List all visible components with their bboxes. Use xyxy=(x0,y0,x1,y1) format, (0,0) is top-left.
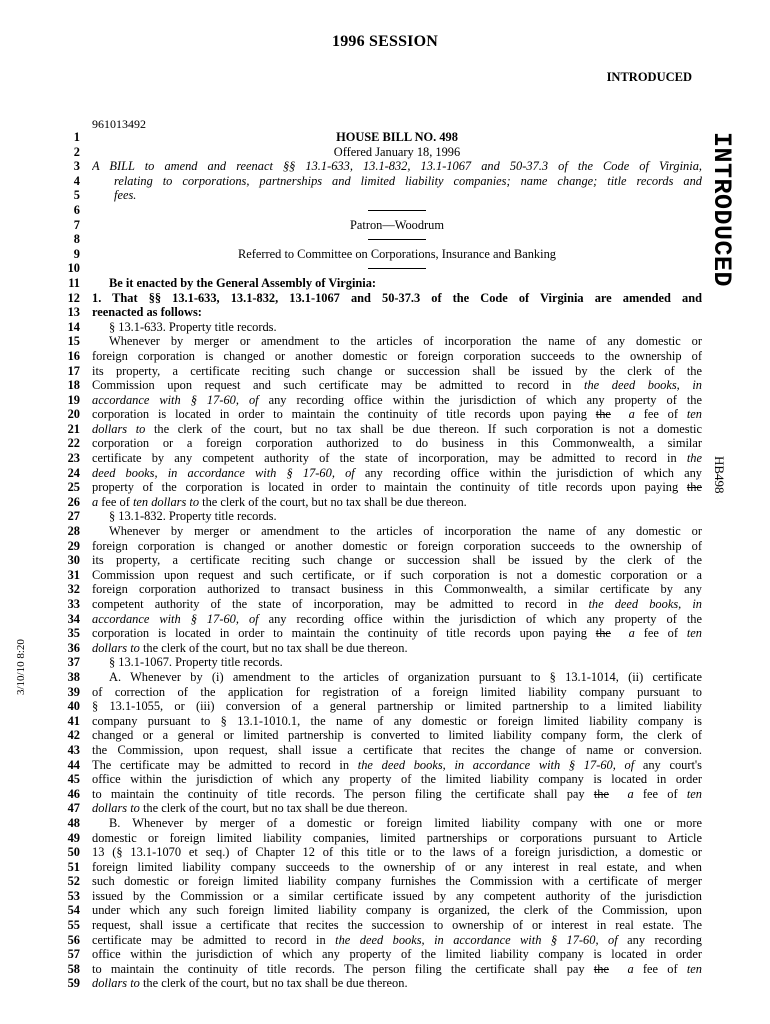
bill-line xyxy=(58,349,702,364)
line-text: corporation is located in order to maintain the continuity of title records upon paying the a fee of ten xyxy=(92,626,702,641)
line-number: 50 xyxy=(67,845,80,860)
separator-rule xyxy=(368,210,426,211)
bill-line xyxy=(58,553,702,568)
line-number: 31 xyxy=(67,567,80,582)
line-number: 8 xyxy=(73,232,80,247)
line-text: accordance with § 17-60, of any recording office within the jurisdiction of which any property of the xyxy=(92,611,702,626)
bill-line xyxy=(58,378,702,393)
bill-text-body xyxy=(58,130,702,991)
bill-line xyxy=(58,247,702,262)
bill-line xyxy=(58,466,702,481)
line-text: foreign corporation is changed or another domestic or foreign corporation succeeds to the ownership of xyxy=(92,538,702,553)
line-text: § 13.1-832. Property title records. xyxy=(109,509,277,524)
line-text: dollars to the clerk of the court, but no tax shall be due thereon. If such corporation is not a domestic xyxy=(92,421,702,436)
line-text: Patron—Woodrum xyxy=(350,217,444,232)
bill-line xyxy=(58,801,702,816)
line-number: 15 xyxy=(67,334,80,349)
line-text: foreign limited liability company succeeds to the ownership of or any interest in real estate, and when xyxy=(92,859,702,874)
line-text: Offered January 18, 1996 xyxy=(333,144,461,159)
bill-line xyxy=(58,758,702,773)
line-text: property of the corporation is located in order to maintain the continuity of title records upon paying the xyxy=(92,480,702,495)
line-text: certificate by any competent authority of the state of incorporation, may be admitted to record in the xyxy=(92,451,702,466)
line-number: 1 xyxy=(73,130,80,144)
line-number: 58 xyxy=(67,961,80,976)
bill-line xyxy=(58,276,702,291)
line-number: 18 xyxy=(67,378,80,393)
line-text: Whenever by merger or amendment to the articles of incorporation the name of any domestic or xyxy=(109,524,702,539)
line-number: 28 xyxy=(67,524,80,539)
line-number: 49 xyxy=(67,830,80,845)
bill-line xyxy=(58,261,702,276)
line-number: 43 xyxy=(67,742,80,757)
line-number: 12 xyxy=(67,290,80,305)
line-number: 33 xyxy=(67,597,80,611)
bill-line xyxy=(58,218,702,233)
line-text: such domestic or foreign limited liability company furnishes the Commission with a certificate of merger xyxy=(92,874,702,889)
bill-line xyxy=(58,918,702,933)
line-number: 17 xyxy=(67,363,80,378)
bill-line xyxy=(58,451,702,466)
line-text: § 13.1-633. Property title records. xyxy=(109,319,277,334)
bill-line xyxy=(58,641,702,656)
session-heading: 1996 SESSION xyxy=(332,33,438,50)
line-text: dollars to the clerk of the court, but no tax shall be due thereon. xyxy=(92,976,408,991)
bill-line xyxy=(58,685,702,700)
line-text: domestic or foreign limited liability companies, limited partnerships or corporations pursuant to Article xyxy=(92,830,702,845)
line-text: Commission upon request and such certificate, or if such corporation is not a domestic corporation or a xyxy=(92,567,702,582)
bill-line xyxy=(58,364,702,379)
bill-line xyxy=(58,962,702,977)
bill-identifier: 961013492 xyxy=(92,117,146,131)
line-number: 29 xyxy=(67,538,80,553)
line-number: 10 xyxy=(67,261,80,276)
line-text: fees. xyxy=(114,188,137,203)
bill-line xyxy=(58,393,702,408)
line-text: corporation or a foreign corporation authorized to do business in this Commonwealth, a similar xyxy=(92,436,702,451)
line-text: § 13.1-1055, or (iii) conversion of a general partnership or limited partnership to a limited liability xyxy=(92,699,702,714)
line-text: Commission upon request and such certificate may be admitted to record in the deed books, in xyxy=(92,378,702,393)
line-text: issued by the Commission or a similar certificate issued by any competent authority of the jurisdiction xyxy=(92,888,702,903)
bill-line xyxy=(58,626,702,641)
line-number: 40 xyxy=(67,699,80,714)
line-text: dollars to the clerk of the court, but no tax shall be due thereon. xyxy=(92,640,408,655)
line-text: request, shall issue a certificate that recites the succession to ownership of or interest in real estate. The xyxy=(92,918,702,933)
line-number: 52 xyxy=(67,874,80,889)
line-number: 4 xyxy=(73,173,80,188)
line-number: 48 xyxy=(67,815,80,830)
line-number: 36 xyxy=(67,640,80,655)
bill-line xyxy=(58,509,702,524)
line-text: to maintain the continuity of title records. The person filing the certificate shall pay the a fee of ten xyxy=(92,786,702,801)
bill-line xyxy=(58,291,702,306)
line-text: dollars to the clerk of the court, but no tax shall be due thereon. xyxy=(92,801,408,816)
line-number: 16 xyxy=(67,348,80,363)
line-number: 13 xyxy=(67,305,80,320)
line-text: office within the jurisdiction of which any property of the limited liability company is located in order xyxy=(92,947,702,962)
line-text: A BILL to amend and reenact §§ 13.1-633, 13.1-832, 13.1-1067 and 50-37.3 of the Code of Virginia, xyxy=(92,159,702,174)
line-text: Referred to Committee on Corporations, Insurance and Banking xyxy=(238,246,556,261)
line-text: 1. That §§ 13.1-633, 13.1-832, 13.1-1067 and 50-37.3 of the Code of Virginia are amended and xyxy=(92,290,702,305)
bill-line xyxy=(58,670,702,685)
line-text: The certificate may be admitted to record in the deed books, in accordance with § 17-60, of any court's xyxy=(92,757,702,772)
line-number: 44 xyxy=(67,757,80,772)
bill-line xyxy=(58,407,702,422)
line-number: 6 xyxy=(73,202,80,217)
bill-line xyxy=(58,320,702,335)
bill-line xyxy=(58,422,702,437)
bill-line xyxy=(58,845,702,860)
line-number: 2 xyxy=(73,144,80,159)
line-number: 35 xyxy=(67,626,80,641)
bill-line xyxy=(58,495,702,510)
line-number: 27 xyxy=(67,509,80,524)
bill-line xyxy=(58,860,702,875)
bill-line xyxy=(58,539,702,554)
bill-line xyxy=(58,305,702,320)
line-text: relating to corporations, partnerships and limited liability companies; name change; title records and xyxy=(114,173,702,188)
line-text: 13 (§ 13.1-1070 et seq.) of Chapter 12 of this title or to the laws of a foreign jurisdiction, a domestic or xyxy=(92,845,702,860)
bill-line xyxy=(58,203,702,218)
line-text: accordance with § 17-60, of any recording office within the jurisdiction of which any property of the xyxy=(92,392,702,407)
bill-line xyxy=(58,889,702,904)
line-number: 3 xyxy=(73,159,80,174)
line-text: the Commission, upon request, shall issue a certificate that recites the change of name or conversion. xyxy=(92,742,702,757)
line-text: competent authority of the state of incorporation, may be admitted to record in the deed books, in xyxy=(92,597,702,611)
line-number: 53 xyxy=(67,888,80,903)
line-number: 22 xyxy=(67,436,80,451)
bill-line xyxy=(58,174,702,189)
bill-line xyxy=(58,714,702,729)
bill-line xyxy=(58,612,702,627)
print-timestamp: 3/10/10 8:20 xyxy=(15,639,27,695)
line-number: 38 xyxy=(67,669,80,684)
line-text: under which any such foreign limited liability company is organized, the clerk of the Commission, upon xyxy=(92,903,702,918)
line-number: 39 xyxy=(67,684,80,699)
bill-line xyxy=(58,436,702,451)
bill-line xyxy=(58,568,702,583)
line-text xyxy=(92,232,702,247)
line-number: 9 xyxy=(73,246,80,261)
line-number: 47 xyxy=(67,801,80,816)
bill-line xyxy=(58,874,702,889)
bill-line xyxy=(58,188,702,203)
bill-line xyxy=(58,480,702,495)
line-number: 45 xyxy=(67,772,80,787)
bill-line xyxy=(58,699,702,714)
line-text: corporation is located in order to maintain the continuity of title records upon paying the a fee of ten xyxy=(92,407,702,422)
bill-line xyxy=(58,130,702,145)
line-number: 37 xyxy=(67,655,80,670)
line-text: reenacted as follows: xyxy=(92,305,202,320)
line-number: 46 xyxy=(67,786,80,801)
bill-line xyxy=(58,933,702,948)
line-number: 42 xyxy=(67,728,80,743)
line-number: 25 xyxy=(67,480,80,495)
bill-line xyxy=(58,728,702,743)
line-text: foreign corporation authorized to transact business in this Commonwealth, a similar certificate by any xyxy=(92,582,702,597)
line-text: foreign corporation is changed or another domestic or foreign corporation succeeds to the ownership of xyxy=(92,348,702,363)
line-number: 21 xyxy=(67,421,80,436)
status-label: INTRODUCED xyxy=(606,70,692,84)
line-number: 32 xyxy=(67,582,80,597)
line-text: changed or a general or limited partnership is converted to limited liability company form, the clerk of xyxy=(92,728,702,743)
line-text: certificate may be admitted to record in the deed books, in accordance with § 17-60, of any recording xyxy=(92,932,702,947)
bill-line xyxy=(58,743,702,758)
line-number: 5 xyxy=(73,188,80,203)
line-number: 20 xyxy=(67,407,80,422)
line-text: B. Whenever by merger of a domestic or foreign limited liability company with one or more xyxy=(109,815,702,830)
bill-line xyxy=(58,524,702,539)
line-number: 57 xyxy=(67,947,80,962)
introduced-margin-banner: INTRODUCED xyxy=(707,132,736,288)
line-number: 41 xyxy=(67,713,80,728)
bill-line xyxy=(58,976,702,991)
line-number: 54 xyxy=(67,903,80,918)
line-text: A. Whenever by (i) amendment to the articles of organization pursuant to § 13.1-1014, (ii) certificate xyxy=(109,669,702,684)
bill-line xyxy=(58,232,702,247)
bill-line xyxy=(58,903,702,918)
line-text: its property, a certificate reciting such change or succession shall be issued by the clerk of the xyxy=(92,363,702,378)
bill-line xyxy=(58,947,702,962)
line-text: deed books, in accordance with § 17-60, of any recording office within the jurisdiction of which any xyxy=(92,465,702,480)
line-number: 55 xyxy=(67,918,80,933)
line-number: 34 xyxy=(67,611,80,626)
bill-line xyxy=(58,597,702,612)
line-number: 56 xyxy=(67,932,80,947)
line-text xyxy=(92,261,702,276)
line-text: office within the jurisdiction of which any property of the limited liability company is located in order xyxy=(92,772,702,787)
separator-rule xyxy=(368,239,426,240)
line-text xyxy=(92,203,702,218)
line-text: of correction of the application for registration of a foreign limited liability company pursuant to xyxy=(92,684,702,699)
line-text: its property, a certificate reciting such change or succession shall be issued by the clerk of the xyxy=(92,553,702,568)
bill-line xyxy=(58,159,702,174)
bill-line xyxy=(58,655,702,670)
line-number: 26 xyxy=(67,494,80,509)
bill-number-margin: HB498 xyxy=(712,456,727,494)
bill-line xyxy=(58,334,702,349)
bill-line xyxy=(58,772,702,787)
line-number: 7 xyxy=(73,217,80,232)
bill-line xyxy=(58,831,702,846)
line-text: Whenever by merger or amendment to the articles of incorporation the name of any domestic or xyxy=(109,334,702,349)
line-text: a fee of ten dollars to the clerk of the court, but no tax shall be due thereon. xyxy=(92,494,467,509)
line-text: company pursuant to § 13.1-1010.1, the name of any domestic or foreign limited liability company is xyxy=(92,713,702,728)
line-text: HOUSE BILL NO. 498 xyxy=(336,130,458,144)
line-number: 59 xyxy=(67,976,80,991)
line-text: Be it enacted by the General Assembly of Virginia: xyxy=(109,275,377,290)
line-text: § 13.1-1067. Property title records. xyxy=(109,655,283,670)
bill-line xyxy=(58,145,702,160)
line-number: 11 xyxy=(68,275,80,290)
line-number: 51 xyxy=(67,859,80,874)
bill-line xyxy=(58,582,702,597)
line-number: 30 xyxy=(67,553,80,568)
line-number: 19 xyxy=(67,392,80,407)
line-text: to maintain the continuity of title records. The person filing the certificate shall pay the a fee of ten xyxy=(92,961,702,976)
line-number: 14 xyxy=(67,319,80,334)
separator-rule xyxy=(368,268,426,269)
bill-line xyxy=(58,787,702,802)
line-number: 23 xyxy=(67,451,80,466)
line-number: 24 xyxy=(67,465,80,480)
bill-line xyxy=(58,816,702,831)
